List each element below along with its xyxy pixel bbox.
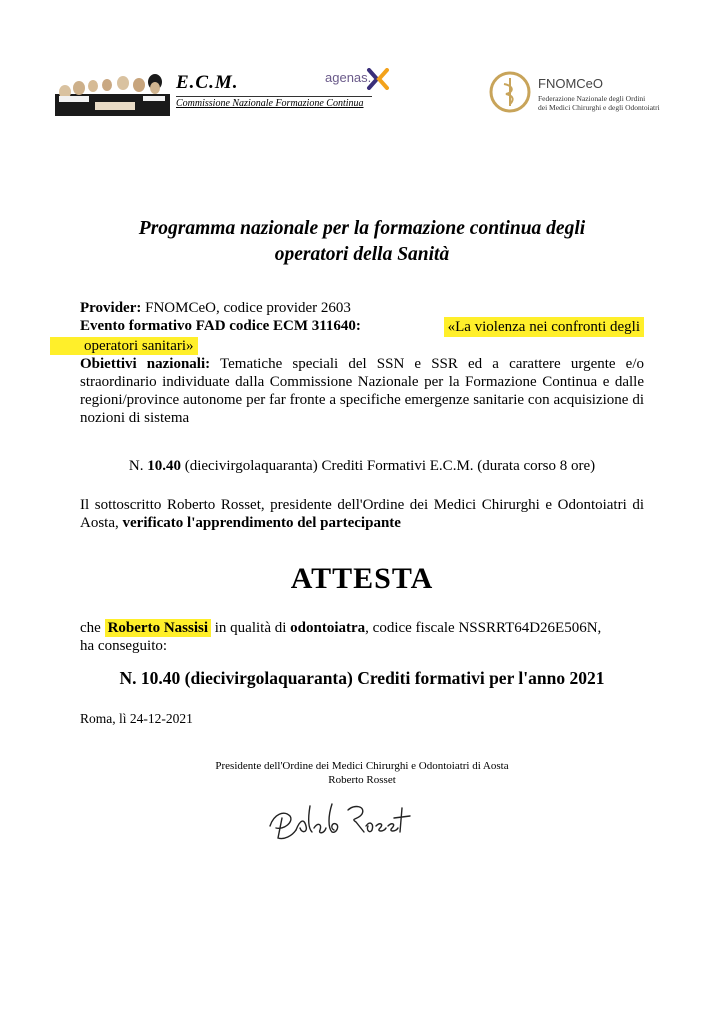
evento-label: Evento formativo FAD codice ECM 311640: xyxy=(80,318,361,334)
issue-date: Roma, lì 24-12-2021 xyxy=(80,711,193,726)
provider-label: Provider: xyxy=(80,300,142,316)
che-prefix: che xyxy=(80,620,105,636)
agenas-label: agenas. xyxy=(325,70,372,85)
participant-name: Roberto Nassisi xyxy=(105,619,211,637)
handwritten-signature xyxy=(262,796,422,844)
crediti-number: 10.40 xyxy=(147,458,181,474)
fnomceo-subtitle-line1: Federazione Nazionale degli Ordini xyxy=(538,94,646,103)
document-title-line2: operatori della Sanità xyxy=(274,244,450,265)
document-title-line1: Programma nazionale per la formazione continua degli xyxy=(138,218,586,239)
obiettivi-paragraph xyxy=(80,355,644,427)
che-paragraph xyxy=(80,619,644,655)
ecm-divider xyxy=(176,96,372,97)
provider-value: FNOMCeO, codice provider 2603 xyxy=(141,300,351,316)
ecm-title: E.C.M. xyxy=(176,72,239,93)
credits-awarded: N. 10.40 (diecivirgolaquaranta) Crediti formativi per l'anno 2021 xyxy=(119,668,605,688)
evento-title-highlight-1: «La violenza nei confronti degli xyxy=(444,317,644,337)
attesta-heading: ATTESTA xyxy=(290,562,434,595)
fnomceo-subtitle-line2: dei Medici Chirurghi e degli Odontoiatri xyxy=(538,103,660,112)
signatory-block xyxy=(0,759,724,787)
fnomceo-subtitle xyxy=(538,94,660,112)
obiettivi-label: Obiettivi nazionali: xyxy=(80,356,211,372)
che-mid: in qualità di xyxy=(211,620,291,636)
evento-title-highlight-2: operatori sanitari» xyxy=(50,337,198,355)
fnomceo-logo-icon xyxy=(488,70,532,114)
che-conseguito: ha conseguito: xyxy=(80,638,168,654)
signatory-role: Presidente dell'Ordine dei Medici Chirurghi e Odontoiatri di Aosta xyxy=(215,760,509,772)
participant-profession: odontoiatra xyxy=(290,620,366,636)
crediti-text: (diecivirgolaquaranta) Crediti Formativi E.C.M. (durata corso 8 ore) xyxy=(180,458,596,474)
signatory-name: Roberto Rosset xyxy=(328,774,396,786)
ecm-subtitle: Commissione Nazionale Formazione Continua xyxy=(176,98,364,109)
crediti-prefix: N. xyxy=(128,458,148,474)
ecm-painting-logo xyxy=(55,72,170,116)
crediti-line xyxy=(80,458,644,475)
sottoscritto-text: Il sottoscritto Roberto Rosset, presidente dell'Ordine dei Medici Chirurghi e Odontoiatri di Aosta, xyxy=(80,497,644,531)
fnomceo-title: FNOMCeO xyxy=(538,76,603,91)
agenas-logo-icon xyxy=(366,68,390,90)
document-title xyxy=(0,216,724,268)
evento-line xyxy=(80,317,644,355)
obiettivi-value: Tematiche speciali del SSN e SSR ed a carattere urgente e/o straordinario individuate dalla Commissione Nazionale per la Formazione Continua e dalle regioni/province autonome per far fronte a specifiche emergenze sanitarie con acquisizione di nozioni di sistema xyxy=(80,356,644,426)
provider-line xyxy=(80,299,644,317)
che-codice-fiscale: , codice fiscale NSSRRT64D26E506N, xyxy=(365,620,602,636)
sottoscritto-bold: verificato l'apprendimento del partecipante xyxy=(122,515,401,531)
sottoscritto-paragraph xyxy=(80,496,644,532)
